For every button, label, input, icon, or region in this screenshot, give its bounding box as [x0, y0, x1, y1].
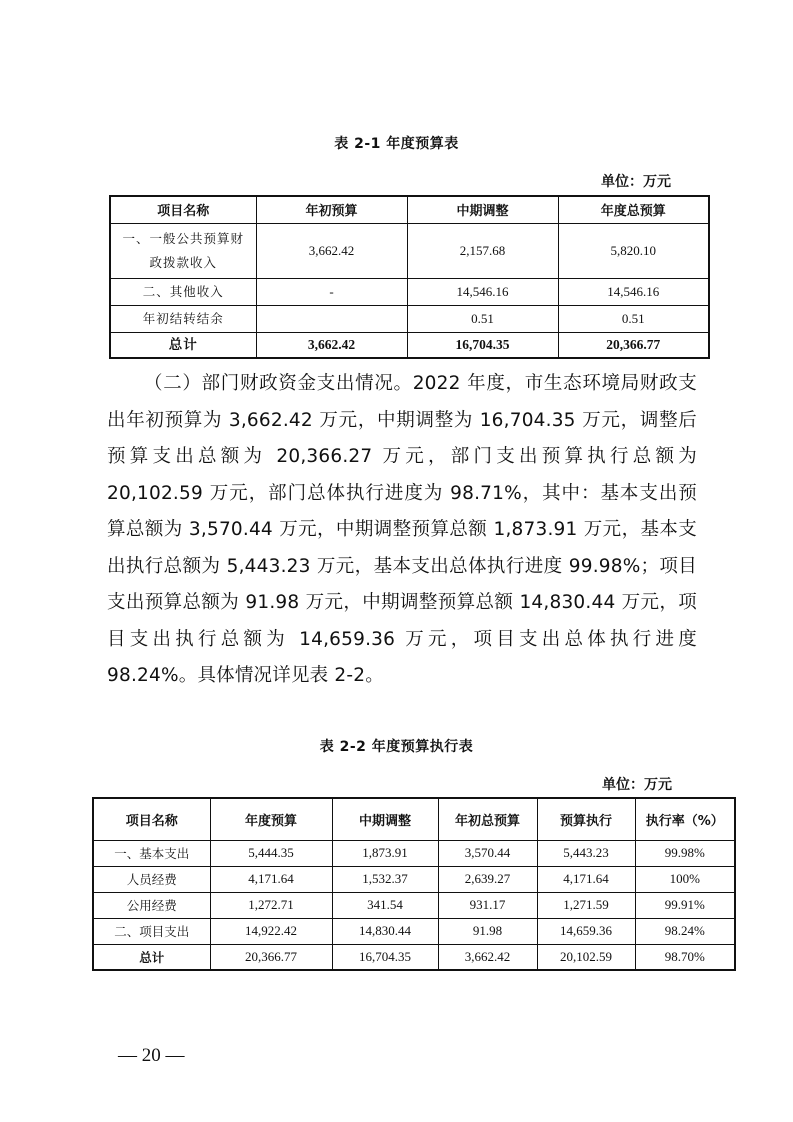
cell-initial	[256, 305, 407, 332]
header-annual-budget: 年度预算	[210, 798, 332, 840]
cell-adjustment: 14,830.44	[332, 918, 438, 944]
table-row	[93, 892, 735, 918]
cell-executed: 14,659.36	[537, 918, 635, 944]
cell-initial: 931.17	[438, 892, 537, 918]
table-row	[93, 866, 735, 892]
cell-rate: 99.98%	[635, 840, 735, 866]
header-initial-total: 年初总预算	[438, 798, 537, 840]
cell-budget: 14,922.42	[210, 918, 332, 944]
budget-execution-table	[92, 797, 736, 971]
total-label: 总计	[110, 332, 256, 358]
cell-adjustment: 1,532.37	[332, 866, 438, 892]
header-initial-budget: 年初预算	[256, 196, 407, 223]
header-mid-adjustment: 中期调整	[407, 196, 558, 223]
header-execution-rate: 执行率（%）	[635, 798, 735, 840]
table2-caption: 表 2-2 年度预算执行表	[319, 739, 474, 755]
header-executed: 预算执行	[537, 798, 635, 840]
cell-total: 0.51	[558, 305, 709, 332]
total-row	[93, 944, 735, 970]
row-name: 一、基本支出	[93, 840, 210, 866]
cell-budget: 4,171.64	[210, 866, 332, 892]
cell-rate: 100%	[635, 866, 735, 892]
cell-executed: 4,171.64	[537, 866, 635, 892]
row-name: 一、一般公共预算财政拨款收入	[110, 223, 256, 278]
cell-initial: 3,662.42	[256, 223, 407, 278]
page-number: — 20 —	[118, 1045, 185, 1066]
table1-unit: 单位：万元	[601, 174, 671, 190]
cell-adjustment: 14,546.16	[407, 278, 558, 305]
total-total: 20,366.77	[558, 332, 709, 358]
total-executed: 20,102.59	[537, 944, 635, 970]
row-name: 二、项目支出	[93, 918, 210, 944]
cell-executed: 1,271.59	[537, 892, 635, 918]
table2-unit: 单位：万元	[602, 777, 672, 793]
table-header-row	[110, 196, 709, 223]
total-budget: 20,366.77	[210, 944, 332, 970]
total-label: 总计	[93, 944, 210, 970]
table-row	[93, 840, 735, 866]
total-initial: 3,662.42	[256, 332, 407, 358]
cell-total: 14,546.16	[558, 278, 709, 305]
row-name: 年初结转结余	[110, 305, 256, 332]
cell-initial: 2,639.27	[438, 866, 537, 892]
cell-budget: 5,444.35	[210, 840, 332, 866]
annual-budget-table	[109, 195, 710, 359]
cell-initial: -	[256, 278, 407, 305]
row-name: 二、其他收入	[110, 278, 256, 305]
cell-adjustment: 341.54	[332, 892, 438, 918]
total-initial: 3,662.42	[438, 944, 537, 970]
cell-adjustment: 2,157.68	[407, 223, 558, 278]
cell-initial: 3,570.44	[438, 840, 537, 866]
total-adjustment: 16,704.35	[332, 944, 438, 970]
row-name: 公用经费	[93, 892, 210, 918]
cell-rate: 98.24%	[635, 918, 735, 944]
cell-budget: 1,272.71	[210, 892, 332, 918]
cell-executed: 5,443.23	[537, 840, 635, 866]
header-item-name: 项目名称	[93, 798, 210, 840]
header-annual-total: 年度总预算	[558, 196, 709, 223]
table-row	[110, 223, 709, 278]
table-row	[110, 305, 709, 332]
cell-rate: 99.91%	[635, 892, 735, 918]
row-name: 人员经费	[93, 866, 210, 892]
total-row	[110, 332, 709, 358]
table-row	[110, 278, 709, 305]
header-item-name: 项目名称	[110, 196, 256, 223]
header-mid-adjustment: 中期调整	[332, 798, 438, 840]
cell-adjustment: 1,873.91	[332, 840, 438, 866]
table-row	[93, 918, 735, 944]
table-header-row	[93, 798, 735, 840]
total-rate: 98.70%	[635, 944, 735, 970]
table1-caption: 表 2-1 年度预算表	[334, 136, 459, 152]
total-adjustment: 16,704.35	[407, 332, 558, 358]
expenditure-paragraph: （二）部门财政资金支出情况。2022 年度，市生态环境局财政支出年初预算为 3,662.42 万元，中期调整为 16,704.35 万元，调整后预算支出总额为 20,366.27 万元，部门支出预算执行总额为 20,102.59 万元，部门总体执行进度为 98.71%，其中：基本支出预算总额为 3,570.44 万元，中期调整预算总额 1,873.91 万元，基本支出执行总额为 5,443.23 万元，基本支出总体执行进度 99.98%；项目支出预算总额为 91.98 万元，中期调整预算总额 14,830.44 万元，项目支出执行总额为 14,659.36 万元，项目支出总体执行进度 98.24%。具体情况详见表 2-2。	[107, 373, 697, 686]
cell-adjustment: 0.51	[407, 305, 558, 332]
cell-total: 5,820.10	[558, 223, 709, 278]
cell-initial: 91.98	[438, 918, 537, 944]
